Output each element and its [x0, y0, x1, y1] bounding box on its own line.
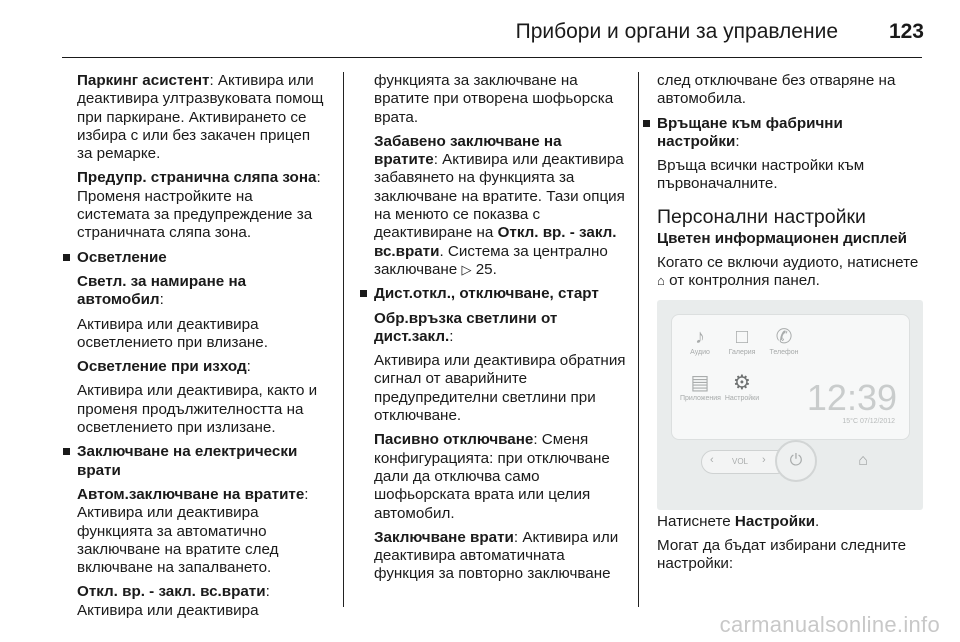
description: : Променя настройките на системата за предупреждение за страничната сляпа зона.: [77, 169, 321, 242]
control-panel: [671, 440, 908, 484]
app-apps: [680, 371, 720, 402]
app-gallery: [722, 325, 762, 356]
paragraph: Връща всички настройки към първоначалните.: [657, 157, 865, 193]
description: : Активира или деактивира забавянето на функцията за заключване на вратите. Тази опция на менюто се показва с деактивиране на: [374, 151, 625, 242]
paragraph: [657, 254, 922, 291]
watermark: carmanualsonline.info: [719, 612, 940, 637]
paragraph: Могат да бъдат избирани следните настройки:: [657, 536, 907, 573]
text: Когато се включи аудиото, натиснете: [657, 254, 919, 272]
term: Светл. за намиране на автомобил: [77, 272, 247, 309]
header-rule: [62, 57, 922, 58]
paragraph: функцията за заключване на вратите при отворена шофьорска врата.: [374, 72, 614, 126]
page-number: 123: [888, 20, 924, 43]
paragraph: [657, 513, 922, 531]
app-label: Приложения: [680, 395, 721, 402]
term: Заключване врати: [374, 528, 514, 546]
bullet-item: [657, 115, 922, 152]
paragraph: [374, 431, 626, 522]
app-label: Галерия: [728, 349, 756, 356]
term: Настройки: [734, 512, 816, 530]
paragraph: Активира или деактивира осветлението при влизане.: [77, 315, 268, 351]
term: Обр.връзка светлини от дист.закл.: [374, 309, 558, 345]
date-temp: 15°C 07/12/2012: [842, 418, 895, 425]
column-divider: [343, 72, 344, 607]
page-header-title: Прибори и органи за управление: [515, 20, 838, 43]
vol-label: VOL: [732, 457, 749, 466]
paragraph: [77, 358, 327, 376]
description: : Активира или деактивира: [77, 583, 270, 619]
page-reference-icon: ▷: [461, 261, 472, 277]
term: Забавено заключване на вратите: [374, 132, 562, 169]
bullet-item: Дист.откл., отключване, старт: [374, 285, 626, 303]
app-label: Телефон: [769, 349, 799, 356]
text: .: [815, 512, 820, 530]
apps-icon: ▤: [690, 372, 710, 394]
column-2: [374, 72, 626, 590]
paragraph: Активира или деактивира обратния сигнал от аварийните предупредителни светлини при отключване.: [374, 352, 626, 425]
column-1: [77, 72, 327, 626]
chevron-right-icon: ›: [762, 454, 766, 466]
section-title: Персонални настройки: [657, 205, 866, 228]
paragraph: [77, 169, 327, 242]
clock: 12:39: [806, 377, 897, 418]
bullet-text: Връщане към фабрични настройки: [657, 114, 843, 150]
description: :: [159, 291, 164, 309]
bullet-item: Осветление: [77, 249, 327, 267]
description: : Активира или деактивира ултразвуковата помощ при паркиране. Активирането се избира с или без закачен прицеп за ремарке.: [77, 72, 324, 163]
paragraph: [374, 529, 626, 584]
text: Натиснете: [657, 512, 735, 530]
term: Откл. вр. - закл. вс.врати: [374, 224, 617, 260]
paragraph: [77, 583, 327, 620]
description: . Система за централно заключване: [374, 242, 608, 278]
paragraph: [77, 273, 327, 310]
home-icon: ⌂: [657, 273, 665, 289]
term: Предупр. странична сляпа зона: [77, 169, 317, 187]
page-reference[interactable]: 25.: [475, 260, 497, 278]
phone-icon: ✆: [775, 326, 793, 348]
app-phone: [764, 325, 804, 356]
paragraph: [77, 486, 327, 577]
infotainment-illustration: [657, 300, 923, 510]
term: Пасивно отключване: [374, 431, 534, 449]
description: :: [449, 327, 454, 345]
app-audio: [680, 325, 720, 356]
page-header: [0, 0, 960, 58]
gear-icon: ⚙: [733, 372, 751, 394]
subsection-title: Цветен информационен дисплей: [657, 229, 907, 247]
display-screen: [671, 314, 910, 440]
term: Автом.заключване на вратите: [77, 485, 305, 503]
description: : Активира или деактивира функцията за автоматично заключване на вратите след включване на запалването.: [77, 485, 309, 577]
chevron-left-icon: ‹: [710, 454, 714, 466]
bullet-item: Заключване на електрически врати: [77, 443, 327, 480]
music-note-icon: ♪: [695, 326, 705, 348]
app-settings: [722, 371, 762, 402]
description: :: [246, 358, 251, 376]
paragraph: [374, 310, 626, 347]
home-icon: ⌂: [858, 452, 868, 469]
paragraph: [374, 133, 626, 279]
text: от контролния панел.: [664, 272, 820, 290]
gallery-icon: □: [735, 326, 749, 348]
column-divider: [638, 72, 639, 607]
power-icon: ⏻: [775, 440, 817, 482]
paragraph: след отключване без отваряне на автомобила.: [657, 72, 896, 108]
app-label: Аудио: [690, 349, 710, 356]
term: Паркинг асистент: [77, 72, 210, 89]
paragraph: [77, 72, 327, 163]
description: : Сменя конфигурацията: при отключване дали да отключва само шофьорската врата или целия автомобил.: [374, 431, 610, 522]
term: Откл. вр. - закл. вс.врати: [77, 583, 266, 601]
app-label: Настройки: [724, 395, 760, 402]
bullet-colon: :: [735, 132, 740, 150]
paragraph: Активира или деактивира, както и променя продължителността на осветлението при излизане.: [77, 382, 318, 437]
term: Осветление при изход: [77, 358, 247, 376]
description: : Активира или деактивира автоматичната функция за повторно заключване: [374, 528, 619, 583]
